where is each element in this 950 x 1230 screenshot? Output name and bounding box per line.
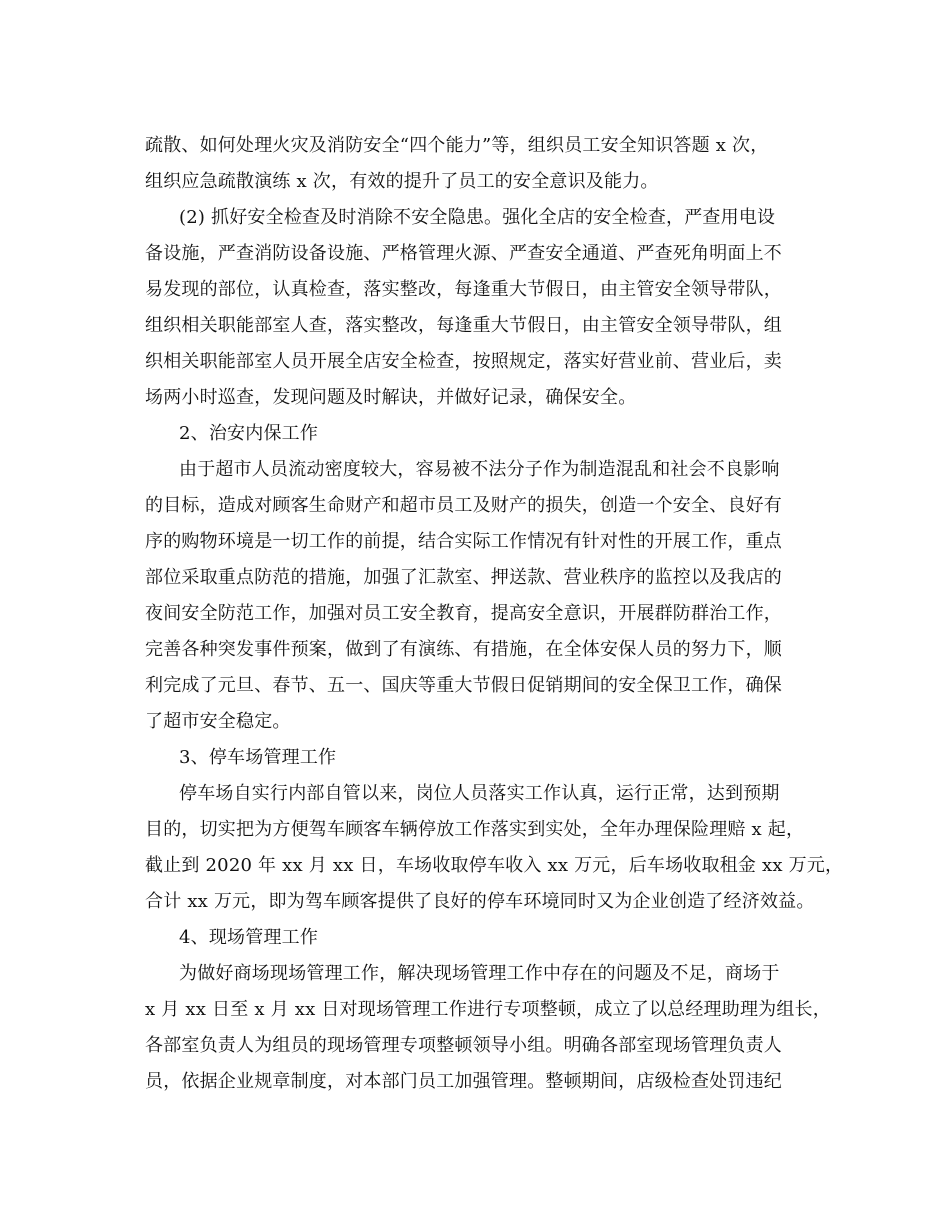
text-line: 停车场自实行内部自管以来，岗位人员落实工作认真，运行正常，达到预期	[179, 783, 780, 804]
text-line: 组织应急疏散演练 x 次，有效的提升了员工的安全意识及能力。	[145, 171, 659, 192]
text-line: 易发现的部位，认真检查，落实整改，每逢重大节假日，由主管安全领导带队，	[145, 279, 782, 300]
text-line: x 月 xx 日至 x 月 xx 日对现场管理工作进行专项整顿，成立了以总经理助理为组长，	[145, 999, 831, 1020]
text-line: 员，依据企业规章制度，对本部门员工加强管理。整顿期间，店级检查处罚违纪	[145, 1071, 782, 1092]
text-line: 完善各种突发事件预案，做到了有演练、有措施，在全体安保人员的努力下，顺	[145, 639, 782, 660]
text-line: 4、现场管理工作	[179, 927, 319, 948]
text-line: 疏散、如何处理火灾及消防安全“四个能力”等，组织员工安全知识答题 x 次，	[145, 135, 769, 156]
text-line: 为做好商场现场管理工作，解决现场管理工作中存在的问题及不足，商场于	[179, 963, 780, 984]
text-line: 场两小时巡查，发现问题及时解诀，并做好记录，确保安全。	[145, 387, 637, 408]
text-line: 3、停车场管理工作	[179, 747, 337, 768]
text-line: 了超市安全稳定。	[145, 711, 291, 732]
text-line: 截止到 2020 年 xx 月 xx 日，车场收取停车收入 xx 万元，后车场收取租金 xx 万元，	[145, 855, 844, 876]
text-line: 序的购物环境是一切工作的前提，结合实际工作情况有针对性的开展工作，重点	[145, 531, 782, 552]
text-line: 组织相关职能部室人查，落实整改，每逢重大节假日，由主管安全领导带队，组	[145, 315, 782, 336]
text-line: 各部室负责人为组员的现场管理专项整顿领导小组。明确各部室现场管理负责人	[145, 1035, 782, 1056]
text-line: (2) 抓好安全检查及时消除不安全隐患。强化全店的安全检查，严查用电设	[179, 207, 776, 228]
text-line: 目的，切实把为方便驾车顾客车辆停放工作落实到实处，全年办理保险理赔 x 起，	[145, 819, 805, 840]
text-line: 的目标，造成对顾客生命财产和超市员工及财产的损失，创造一个安全、良好有	[145, 495, 782, 516]
text-line: 夜间安全防范工作，加强对员工安全教育，提高安全意识，开展群防群治工作，	[145, 603, 782, 624]
document-body	[145, 128, 844, 1100]
text-line: 合计 xx 万元，即为驾车顾客提供了良好的停车环境同时又为企业创造了经济效益。	[145, 891, 815, 912]
text-line: 备设施，严查消防设备设施、严格管理火源、严查安全通道、严查死角明面上不	[145, 243, 782, 264]
text-line: 部位采取重点防范的措施，加强了汇款室、押送款、营业秩序的监控以及我店的	[145, 567, 782, 588]
text-line: 利完成了元旦、春节、五一、国庆等重大节假日促销期间的安全保卫工作，确保	[145, 675, 782, 696]
text-line: 织相关职能部室人员开展全店安全检查，按照规定，落实好营业前、营业后，卖	[145, 351, 782, 372]
text-line: 2、治安内保工作	[179, 423, 319, 444]
text-line: 由于超市人员流动密度较大，容易被不法分子作为制造混乱和社会不良影响	[179, 459, 780, 480]
